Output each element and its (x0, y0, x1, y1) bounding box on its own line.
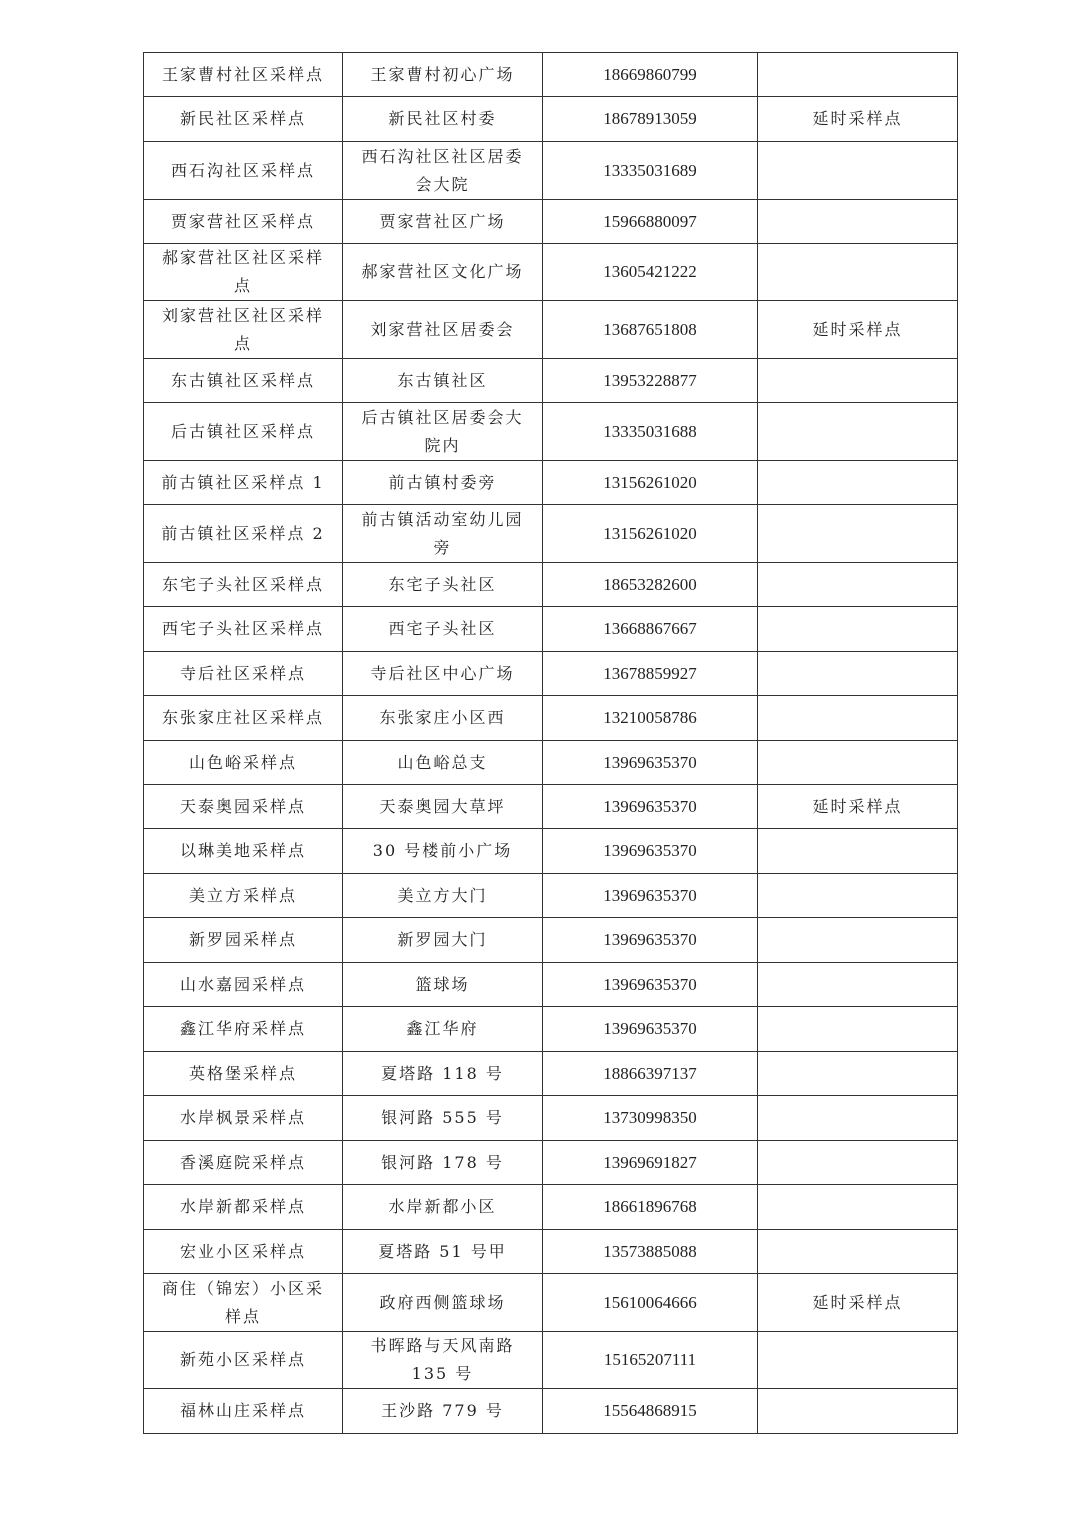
table-row (144, 53, 958, 97)
site-name-cell: 鑫江华府采样点 (144, 1007, 343, 1052)
table-row (144, 1052, 958, 1096)
site-name-cell: 英格堡采样点 (144, 1052, 343, 1096)
site-phone-cell: 13335031688 (543, 403, 758, 461)
site-name-cell: 前古镇社区采样点 2 (144, 505, 343, 563)
site-note-cell (758, 874, 958, 918)
sampling-sites-table (143, 52, 958, 1434)
site-note-cell: 延时采样点 (758, 301, 958, 359)
site-note-cell (758, 359, 958, 403)
table-row (144, 696, 958, 741)
table-row (144, 403, 958, 461)
site-note-cell (758, 1185, 958, 1230)
table-row (144, 785, 958, 829)
table-row (144, 505, 958, 563)
site-name-cell: 西石沟社区采样点 (144, 142, 343, 200)
site-name-cell: 香溪庭院采样点 (144, 1141, 343, 1185)
site-location-cell: 水岸新都小区 (343, 1185, 543, 1230)
table-row (144, 142, 958, 200)
site-location-cell: 天泰奥园大草坪 (343, 785, 543, 829)
site-phone-cell: 13969691827 (543, 1141, 758, 1185)
table-row (144, 97, 958, 142)
table-row (144, 741, 958, 785)
site-location-cell: 银河路 555 号 (343, 1096, 543, 1141)
table-row (144, 301, 958, 359)
site-phone-cell: 13156261020 (543, 505, 758, 563)
table-row (144, 1096, 958, 1141)
site-note-cell (758, 1141, 958, 1185)
site-location-cell: 前古镇村委旁 (343, 461, 543, 505)
site-name-cell: 山水嘉园采样点 (144, 963, 343, 1007)
site-location-cell: 新民社区村委 (343, 97, 543, 142)
site-phone-cell: 13730998350 (543, 1096, 758, 1141)
site-note-cell (758, 1332, 958, 1389)
site-note-cell (758, 461, 958, 505)
site-location-cell: 夏塔路 51 号甲 (343, 1230, 543, 1274)
site-location-cell: 前古镇活动室幼儿园旁 (343, 505, 543, 563)
site-name-cell: 前古镇社区采样点 1 (144, 461, 343, 505)
site-phone-cell: 18669860799 (543, 53, 758, 97)
table-row (144, 563, 958, 607)
site-name-cell: 贾家营社区采样点 (144, 200, 343, 244)
table-row (144, 1274, 958, 1332)
site-location-cell: 政府西侧篮球场 (343, 1274, 543, 1332)
table-row (144, 461, 958, 505)
site-note-cell (758, 652, 958, 696)
site-note-cell: 延时采样点 (758, 97, 958, 142)
site-note-cell (758, 918, 958, 963)
site-location-cell: 新罗园大门 (343, 918, 543, 963)
site-phone-cell: 13573885088 (543, 1230, 758, 1274)
site-location-cell: 篮球场 (343, 963, 543, 1007)
site-name-cell: 水岸新都采样点 (144, 1185, 343, 1230)
site-phone-cell: 13668867667 (543, 607, 758, 652)
site-note-cell (758, 142, 958, 200)
site-name-cell: 新民社区采样点 (144, 97, 343, 142)
table-row (144, 1185, 958, 1230)
site-note-cell (758, 1052, 958, 1096)
site-name-cell: 东宅子头社区采样点 (144, 563, 343, 607)
site-name-cell: 新苑小区采样点 (144, 1332, 343, 1389)
site-phone-cell: 13969635370 (543, 785, 758, 829)
site-location-cell: 东张家庄小区西 (343, 696, 543, 741)
table-body (144, 53, 958, 1434)
site-note-cell: 延时采样点 (758, 1274, 958, 1332)
site-note-cell (758, 53, 958, 97)
site-name-cell: 宏业小区采样点 (144, 1230, 343, 1274)
site-location-cell: 王家曹村初心广场 (343, 53, 543, 97)
site-phone-cell: 13687651808 (543, 301, 758, 359)
site-note-cell (758, 403, 958, 461)
site-phone-cell: 13335031689 (543, 142, 758, 200)
site-note-cell (758, 607, 958, 652)
site-note-cell (758, 829, 958, 874)
site-location-cell: 后古镇社区居委会大院内 (343, 403, 543, 461)
site-name-cell: 福林山庄采样点 (144, 1389, 343, 1434)
site-location-cell: 王沙路 779 号 (343, 1389, 543, 1434)
site-phone-cell: 18653282600 (543, 563, 758, 607)
site-location-cell: 贾家营社区广场 (343, 200, 543, 244)
table-row (144, 244, 958, 301)
site-location-cell: 刘家营社区居委会 (343, 301, 543, 359)
site-note-cell (758, 741, 958, 785)
site-phone-cell: 13969635370 (543, 963, 758, 1007)
site-phone-cell: 13953228877 (543, 359, 758, 403)
site-note-cell (758, 1096, 958, 1141)
site-name-cell: 天泰奥园采样点 (144, 785, 343, 829)
site-name-cell: 新罗园采样点 (144, 918, 343, 963)
site-phone-cell: 13678859927 (543, 652, 758, 696)
site-note-cell (758, 505, 958, 563)
table-row (144, 1141, 958, 1185)
site-name-cell: 西宅子头社区采样点 (144, 607, 343, 652)
site-location-cell: 东宅子头社区 (343, 563, 543, 607)
site-location-cell: 鑫江华府 (343, 1007, 543, 1052)
site-phone-cell: 18866397137 (543, 1052, 758, 1096)
site-phone-cell: 18678913059 (543, 97, 758, 142)
site-name-cell: 寺后社区采样点 (144, 652, 343, 696)
site-phone-cell: 13969635370 (543, 741, 758, 785)
site-note-cell (758, 200, 958, 244)
site-note-cell (758, 1007, 958, 1052)
table-row (144, 1230, 958, 1274)
site-name-cell: 刘家营社区社区采样点 (144, 301, 343, 359)
table-row (144, 607, 958, 652)
site-phone-cell: 13969635370 (543, 1007, 758, 1052)
site-name-cell: 东张家庄社区采样点 (144, 696, 343, 741)
site-phone-cell: 15610064666 (543, 1274, 758, 1332)
site-location-cell: 郝家营社区文化广场 (343, 244, 543, 301)
site-phone-cell: 15966880097 (543, 200, 758, 244)
table-row (144, 829, 958, 874)
site-note-cell (758, 1389, 958, 1434)
site-phone-cell: 13969635370 (543, 918, 758, 963)
site-name-cell: 郝家营社区社区采样点 (144, 244, 343, 301)
table-row (144, 918, 958, 963)
site-location-cell: 银河路 178 号 (343, 1141, 543, 1185)
site-phone-cell: 13969635370 (543, 874, 758, 918)
site-location-cell: 山色峪总支 (343, 741, 543, 785)
site-name-cell: 后古镇社区采样点 (144, 403, 343, 461)
site-note-cell (758, 244, 958, 301)
site-location-cell: 西宅子头社区 (343, 607, 543, 652)
site-phone-cell: 15564868915 (543, 1389, 758, 1434)
site-location-cell: 东古镇社区 (343, 359, 543, 403)
table-row (144, 1007, 958, 1052)
table-row (144, 874, 958, 918)
site-note-cell (758, 563, 958, 607)
site-location-cell: 寺后社区中心广场 (343, 652, 543, 696)
site-name-cell: 以琳美地采样点 (144, 829, 343, 874)
table-row (144, 963, 958, 1007)
site-phone-cell: 18661896768 (543, 1185, 758, 1230)
table-row (144, 200, 958, 244)
site-name-cell: 美立方采样点 (144, 874, 343, 918)
site-note-cell (758, 696, 958, 741)
site-location-cell: 西石沟社区社区居委会大院 (343, 142, 543, 200)
table-row (144, 1332, 958, 1389)
site-note-cell: 延时采样点 (758, 785, 958, 829)
site-name-cell: 王家曹村社区采样点 (144, 53, 343, 97)
site-note-cell (758, 1230, 958, 1274)
table-row (144, 359, 958, 403)
table-row (144, 652, 958, 696)
site-location-cell: 30 号楼前小广场 (343, 829, 543, 874)
site-name-cell: 水岸枫景采样点 (144, 1096, 343, 1141)
table-row (144, 1389, 958, 1434)
site-name-cell: 商住（锦宏）小区采样点 (144, 1274, 343, 1332)
site-location-cell: 书晖路与天风南路 135 号 (343, 1332, 543, 1389)
site-location-cell: 美立方大门 (343, 874, 543, 918)
site-phone-cell: 13605421222 (543, 244, 758, 301)
site-name-cell: 东古镇社区采样点 (144, 359, 343, 403)
site-phone-cell: 13210058786 (543, 696, 758, 741)
site-phone-cell: 15165207111 (543, 1332, 758, 1389)
site-note-cell (758, 963, 958, 1007)
site-location-cell: 夏塔路 118 号 (343, 1052, 543, 1096)
site-phone-cell: 13156261020 (543, 461, 758, 505)
site-name-cell: 山色峪采样点 (144, 741, 343, 785)
site-phone-cell: 13969635370 (543, 829, 758, 874)
